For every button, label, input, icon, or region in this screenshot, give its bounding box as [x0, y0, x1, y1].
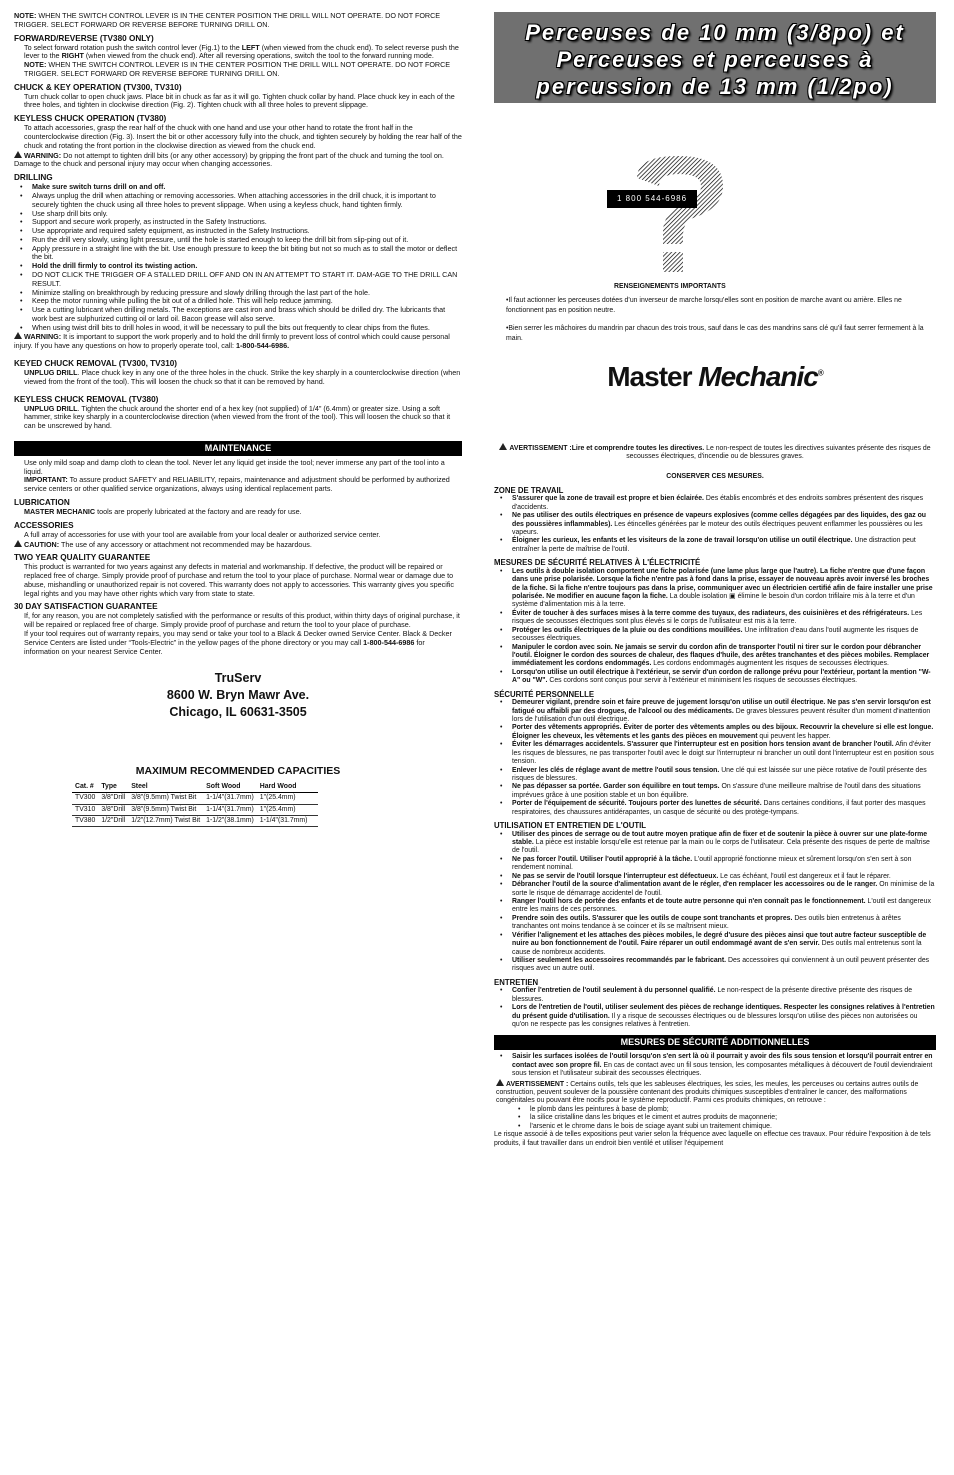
list-item: • Run the drill very slowly, using light pressure, until the hole is started enough to keep the drill bit from slip-ping out of it.	[14, 236, 462, 245]
list-item: • l'arsenic et le chrome dans le bois de sciage ayant subi un traitement chimique.	[512, 1123, 936, 1131]
table-header-row: Cat. # Type Steel Soft Wood Hard Wood	[72, 782, 318, 793]
work-area-list	[494, 495, 936, 554]
list-item: • Ranger l'outil hors de portée des enfants et de toute autre personne qui n'en connaît pas le fonctionnement. L'outil est dangereux entre les mains de ces personnes.	[494, 898, 936, 915]
warning-icon	[14, 332, 22, 339]
additional-safety-bar: MESURES DE SÉCURITÉ ADDITIONNELLES	[494, 1035, 936, 1050]
personal-safety-list	[494, 699, 936, 817]
brand-logo: Master Mechanic®	[607, 361, 823, 393]
list-item: • Vérifier l'alignement et les attaches des pièces mobiles, le degré d'usure des pièces ainsi que tout autre facteur susceptible de nuire au bon fonctionnement de l'outil. Faire réparer un outil endommagé avant de s'en servir. Des outils mal entretenus sont la cause de nombreux accidents.	[494, 932, 936, 957]
title-box	[494, 12, 936, 103]
chuck-key-text: Turn chuck collar to open chuck jaws. Place bit in chuck as far as it will go. Tighten chuck collar by hand. Place chuck key in each of the three holes, and tighten in clockwise direction (Fig. 2). Tighten chuck with all three holes to prevent slippage.	[24, 91, 455, 110]
warning-icon	[14, 151, 22, 158]
two-year-text: This product is warranted for two years against any defects in material and workmanship. If defective, the product will be repaired or replaced free of charge. Simply provide proof of purchase and return the tool to your place of purchase. Normal wear or damage due to abuse, mishandling or unauthorized repair is not covered. This warranty does not apply to accessories. This warranty gives you specific legal rights and you may have other rights which vary from state to state.	[24, 562, 455, 598]
warning-icon	[499, 443, 507, 450]
list-item: • Confier l'entretien de l'outil seulement à du personnel qualifié. Le non-respect de la présente directive présente des risques de blessures.	[494, 987, 936, 1004]
keyless-removal-heading: KEYLESS CHUCK REMOVAL (TV380)	[14, 394, 159, 404]
list-item: • Keep the motor running while pulling the bit out of a drilled hole. This will help reduce jamming.	[14, 297, 462, 306]
list-item: • Éloigner les curieux, les enfants et les visiteurs de la zone de travail lorsqu'on utilise un outil électrique. Une distraction peut entraîner la perte de maîtrise de l'outil.	[494, 537, 936, 554]
list-item: • Saisir les surfaces isolées de l'outil lorsqu'on s'en sert là où il pourrait y avoir des fils sous tension et lorsqu'il pourrait entrer en contact avec son propre fil. En cas de contact avec un fil sous tension, les composantes métalliques à découvert de l'outil deviendraient sous tension et l'utilisateur subirait des secousses électriques.	[494, 1053, 936, 1078]
accessories-heading: ACCESSORIES	[14, 520, 74, 530]
keyless-warning: WARNING: Do not attempt to tighten drill bits (or any other accessory) by gripping the front part of the chuck and turning the tool on. Damage to the chuck and personal injury may occur when changing accessories.	[14, 150, 444, 169]
list-item: • Utiliser des pinces de serrage ou de tout autre moyen pratique afin de fixer et de soutenir la pièce à ouvrer sur une plate-forme stable. La pièce est instable lorsqu'elle est retenue par la main ou le corps de l'utilisateur. Cela présente des risques de perte de maîtrise de l'outil.	[494, 831, 936, 856]
chemical-list	[494, 1106, 936, 1131]
warning-icon	[14, 540, 22, 547]
question-mark-icon	[623, 156, 733, 276]
keyless-chuck-text: To attach accessories, grasp the rear half of the chuck with one hand and use your other hand to rotate the front half in the counterclockwise direction (Fig. 3). Insert the bit or other accessory fully into the chuck, and tighten securely by holding the rear half of the chuck and rotating the front portion in the clockwise direction as viewed from the chuck end.	[24, 123, 462, 150]
table-row: TV310 3/8"Drill 3/8"(9.5mm) Twist Bit 1-1/4"(31.7mm) 1"(25.4mm)	[72, 804, 318, 815]
tool-use-heading: UTILISATION ET ENTRETIEN DE L'OUTIL	[494, 821, 647, 831]
drilling-list	[14, 183, 462, 332]
company-address: TruServ 8600 W. Bryn Mawr Ave. Chicago, IL 60631-3505	[166, 671, 310, 720]
list-item: • Always unplug the drill when attaching or removing accessories. When attaching accessories in the drill chuck, it is important to securely tighten the chuck using all three holes to prevent slippage. When using a keyless chuck, hand tighten firmly.	[14, 192, 462, 210]
table-row: TV380 1/2"Drill 1/2"(12.7mm) Twist Bit 1-1/2"(38.1mm) 1-1/4"(31.7mm)	[72, 816, 318, 827]
list-item: • Support and secure work properly, as instructed in the Safety Instructions.	[14, 218, 462, 227]
list-item: • Éviter de toucher à des surfaces mises à la terre comme des tuyaux, des radiateurs, des cuisinières et des réfrigérateurs. Les risques de secousses électriques sont plus élevés si le corps de l'utilisateur est mis à la terre.	[494, 610, 936, 627]
help-question-mark	[617, 156, 733, 276]
list-item: • Ne pas se servir de l'outil lorsque l'interrupteur est défectueux. Le cas échéant, l'outil est dangereux et il faut le réparer.	[494, 873, 936, 881]
keep-instructions: CONSERVER CES MESURES.	[666, 473, 764, 481]
list-item: • DO NOT CLICK THE TRIGGER OF A STALLED DRILL OFF AND ON IN AN ATTEMPT TO START IT. DAM-AGE TO THE DRILL CAN RESULT.	[14, 271, 462, 289]
list-item: • Ne pas forcer l'outil. Utiliser l'outil approprié à la tâche. L'outil approprié fonctionne mieux et sûrement lorsqu'on s'en sert à son rendement nominal.	[494, 856, 936, 873]
list-item: • la silice cristalline dans les briques et le ciment et autres produits de maçonnerie;	[512, 1114, 936, 1122]
list-item: • Protéger les outils électriques de la pluie ou des conditions mouillées. Une infiltration d'eau dans l'outil augmente les risques de secousses électriques.	[494, 627, 936, 644]
list-item: • Use a cutting lubricant when drilling metals. The exceptions are cast iron and brass which should be drilled dry. The lubricants that work best are sulphurized cutting oil or lard oil. Bacon grease will also serve.	[14, 306, 462, 324]
list-item: • Prendre soin des outils. S'assurer que les outils de coupe sont tranchants et propres. Des outils bien entretenus à arêtes tranchantes ont moins tendance à se coincer et ils se maîtrisent mieux.	[494, 915, 936, 932]
accessories-caution: CAUTION: The use of any accessory or attachment not recommended may be hazardous.	[14, 540, 462, 550]
list-item: • le plomb dans les peintures à base de plomb;	[512, 1106, 936, 1114]
list-item: • Ne pas utiliser des outils électriques en présence de vapeurs explosives (comme celles dégagées par des liquides, des gaz ou des poussières inflammables). Les étincelles générées par le moteur des outils électriques peuvent enflammer les poussières ou les vapeurs.	[494, 512, 936, 537]
maintenance-bar: MAINTENANCE	[14, 441, 462, 456]
important-info-1: •Il faut actionner les perceuses dotées d’un inverseur de marche lorsqu’elles sont en position de marche avant ou arrière. Elles ne fonctionnent pas en position neutre.	[506, 297, 902, 315]
important-info-heading: RENSEIGNEMENTS IMPORTANTS	[614, 283, 726, 290]
lubrication-text: MASTER MECHANIC tools are properly lubricated at the factory and are ready for use.	[24, 507, 302, 516]
important-info-2: •Bien serrer les mâchoires du mandrin par chacun des trois trous, sauf dans le cas des mandrins sans clé qu’il faut serrer fermement à la main.	[506, 325, 924, 343]
list-item: • When using twist drill bits to drill holes in wood, it will be necessary to pull the bits out frequently to clear chips from the flutes.	[14, 324, 462, 333]
electrical-list	[494, 568, 936, 686]
list-item: • Use sharp drill bits only.	[14, 210, 462, 219]
lubrication-heading: LUBRICATION	[14, 498, 70, 507]
satisfaction-heading: 30 DAY SATISFACTION GUARANTEE	[14, 602, 158, 612]
exposure-text: Le risque associé à de telles expositions peut varier selon la fréquence avec laquelle on effectue ces travaux. Pour réduire l'exposition à de tels produits, il faut travailler dans un endroit bien ventilé et utiliser l'équipement	[494, 1131, 931, 1147]
maintenance-important: IMPORTANT: To assure product SAFETY and RELIABILITY, repairs, maintenance and adjustment should be performed by authorized service centers or other qualified service organizations, always using identical replacement parts.	[24, 475, 450, 494]
maintenance-text: Use only mild soap and damp cloth to clean the tool. Never let any liquid get inside the tool; never immerse any part of the tool into a liquid.	[24, 457, 445, 476]
warning-icon	[496, 1079, 504, 1086]
capacities-heading: MAXIMUM RECOMMENDED CAPACITIES	[135, 765, 341, 777]
keyless-removal-text: UNPLUG DRILL. Tighten the chuck around the shorter end of a hex key (not supplied) of 1/4" (6.4mm) or greater size. Using a soft hammer, strike key sharply in a counterclockwise direction (when viewed from the front of the tool). This will loosen the chuck so that it can be unscrewed by hand.	[24, 403, 451, 431]
list-item: • Lorsqu'on utilise un outil électrique à l'extérieur, se servir d'un cordon de rallonge prévu pour l'extérieur, portant la mention "W-A" ou "W". Ces cordons sont conçus pour servir à l'extérieur et minimisent les risques de secousses électriques.	[494, 669, 936, 686]
forward-reverse-heading: FORWARD/REVERSE (TV380 ONLY)	[14, 33, 154, 43]
french-column	[494, 12, 936, 1148]
list-item: • Ne pas dépasser sa portée. Garder son équilibre en tout temps. On s'assure d'une meilleure maîtrise de l'outil dans des situations imprévues grâce à une position stable et un bon équilibre.	[494, 783, 936, 800]
note-2: NOTE: WHEN THE SWITCH CONTROL LEVER IS IN THE CENTER POSITION THE DRILL WILL NOT OPERATE. DO NOT FORCE TRIGGER. SELECT FORWARD OR REVERSE BEFORE TURNING DRILL ON.	[24, 60, 451, 78]
chuck-key-heading: CHUCK & KEY OPERATION (TV300, TV310)	[14, 82, 182, 92]
list-item: • Lors de l'entretien de l'outil, utiliser seulement des pièces de rechange identiques. Respecter les consignes relatives à l'entretien du présent guide d'utilisation. Il y a risque de secousses électriques ou de blessures lorsqu'on utilise des pièces non autorisées ou qu'on ne respecte pas les consignes relatives à l'entretien.	[494, 1004, 936, 1029]
list-item: • Manipuler le cordon avec soin. Ne jamais se servir du cordon afin de transporter l'outil ni tirer sur le cordon pour débrancher l'outil. Éloigner le cordon des sources de chaleur, des flaques d'huile, des arêtes tranchantes et des pièces mobiles. Remplacer immédiatement les cordons endommagés. Les cordons endommagés augmentent les risques de secousses électriques.	[494, 644, 936, 669]
list-item: • Enlever les clés de réglage avant de mettre l'outil sous tension. Une clé qui est laissée sur une pièce rotative de l'outil présente des risques de blessures.	[494, 767, 936, 784]
note-1: NOTE: WHEN THE SWITCH CONTROL LEVER IS IN THE CENTER POSITION THE DRILL WILL NOT OPERATE. DO NOT FORCE TRIGGER. SELECT FORWARD OR REVERSE BEFORE TURNING DRILL ON.	[14, 11, 441, 29]
list-item: • Make sure switch turns drill on and off.	[14, 183, 462, 192]
maintenance-fr-list	[494, 987, 936, 1029]
keyless-chuck-heading: KEYLESS CHUCK OPERATION (TV380)	[14, 114, 167, 124]
keyed-removal-text: UNPLUG DRILL. Place chuck key in any one of the three holes in the chuck. Strike the key sharply in a counterclockwise direction (when viewed from the front of the tool). This will loosen the chuck so that it can be removed by hand.	[24, 368, 461, 386]
page-title: Perceuses de 10 mm (3/8po) et Perceuses et perceuses à percussion de 13 mm (1/2po)	[525, 20, 905, 100]
additional-safety-list	[494, 1053, 936, 1078]
satisfaction-text-2: If your tool requires out of warranty repairs, you may send or take your tool to a Black & Decker owned Service Center. Black & Decker Service Centers are listed under “Tools-Electric” in the yellow pages of the phone directory or you may call 1-800-544-6986 for information on your nearest Service Center.	[24, 629, 452, 656]
satisfaction-text: If, for any reason, you are not completely satisfied with the performance or results of this product, within thirty days of original purchase, it will be repaired or replaced free of charge. Simply provide proof of purchase and return the tool to your place of purchase.	[24, 611, 460, 630]
general-warning: AVERTISSEMENT :Lire et comprendre toutes les directives. Le non-respect de toutes les directives suivantes présente des risques de secousses électriques, d'incendie ou de blessures graves.	[494, 443, 936, 462]
keyed-removal-heading: KEYED CHUCK REMOVAL (TV300, TV310)	[14, 359, 178, 368]
list-item: • Utiliser seulement les accessoires recommandés par le fabricant. Des accessoires qui conviennent à un outil peuvent présenter des risques avec un autre outil.	[494, 957, 936, 974]
list-item: • Apply pressure in a straight line with the bit. Use enough pressure to keep the bit biting but not so much as to stall the motor or deflect the bit.	[14, 245, 462, 263]
list-item: • Débrancher l'outil de la source d'alimentation avant de le régler, d'en remplacer les accessoires ou de le ranger. On minimise de la sorte le risque de démarrage accidentel de l'outil.	[494, 881, 936, 898]
list-item: • Minimize stalling on breakthrough by reducing pressure and slowly drilling through the last part of the hole.	[14, 289, 462, 298]
maintenance-fr-heading: ENTRETIEN	[494, 977, 539, 987]
list-item: • Hold the drill firmly to control its twisting action.	[14, 262, 462, 271]
tool-use-list	[494, 831, 936, 974]
additional-warning: AVERTISSEMENT : Certains outils, tels que les sableuses électriques, les scies, les meules, les perceuses ou certains autres outils de construction, peuvent soulever de la poussière contenant des produits chimiques susceptibles d'entraîner le cancer, des malformations congénitales ou pouvant être nocifs pour le système reproductif. Parmi ces produits chimiques, on retrouve :	[496, 1080, 919, 1105]
capacities-table	[72, 782, 318, 828]
drilling-warning: WARNING: It is important to support the work properly and to hold the drill firmly to prevent loss of control which could cause personal injury. If you have any questions on how to properly operate tool, call: 1-800-544-6986.	[14, 332, 450, 351]
english-column	[14, 12, 462, 827]
list-item: • Porter des vêtements appropriés. Éviter de porter des vêtements amples ou des bijoux. Recouvrir la chevelure si elle est longue. Éloigner les cheveux, les vêtements et les gants des pièces en mouvement qui peuvent les happer.	[494, 724, 936, 741]
work-area-heading: ZONE DE TRAVAIL	[494, 485, 564, 495]
help-phone: 1 800 544-6986	[607, 190, 697, 208]
list-item: • Use appropriate and required safety equipment, as instructed in the Safety Instructions.	[14, 227, 462, 236]
personal-safety-heading: SÉCURITÉ PERSONNELLE	[494, 689, 595, 699]
accessories-text: A full array of accessories for use with your tool are available from your local dealer or authorized service center.	[24, 529, 381, 539]
two-year-heading: TWO YEAR QUALITY GUARANTEE	[14, 553, 151, 563]
electrical-heading: MESURES DE SÉCURITÉ RELATIVES À L'ÉLECTRICITÉ	[494, 558, 701, 568]
forward-reverse-text: To select forward rotation push the switch control lever (Fig.1) to the LEFT (when viewed from the chuck end). To select reverse push the lever to the RIGHT (when viewed from the chuck end). After all reversing operations, switch the tool to the forward running mode.	[24, 42, 459, 61]
list-item: • Demeurer vigilant, prendre soin et faire preuve de jugement lorsqu'on utilise un outil électrique. Ne pas s'en servir lorsqu'on est fatigué ou affaibli par des drogues, de l'alcool ou des médicaments. De graves blessures peuvent résulter d'un moment d'inattention lors de l'utilisation d'un outil électrique.	[494, 699, 936, 724]
list-item: • Les outils à double isolation comportent une fiche polarisée (une lame plus large que l'autre). La fiche n'entre que d'une façon dans une prise polarisée. Lorsque la fiche n'entre pas à fond dans la prise, essayer de nouveau après avoir inversé les broches de la fiche. Si la fiche n'entre toujours pas dans la prise, communiquer avec un électricien certifié afin de faire installer une prise polarisée. Ne modifier en aucune façon la fiche. La double isolation ▣ élimine le besoin d'un cordon trifilaire mis à la terre et d'un système d'alimentation mis à la terre.	[494, 568, 936, 610]
list-item: • Porter de l'équipement de sécurité. Toujours porter des lunettes de sécurité. Dans certaines conditions, il faut porter des masques respiratoires, des chaussures antidérapantes, un casque de sécurité ou des protège-tympans.	[494, 800, 936, 817]
drilling-heading: DRILLING	[14, 173, 53, 183]
table-row: TV300 3/8"Drill 3/8"(9.5mm) Twist Bit 1-1/4"(31.7mm) 1"(25.4mm)	[72, 793, 318, 804]
list-item: • Éviter les démarrages accidentels. S'assurer que l'interrupteur est en position hors tension avant de brancher l'outil. Afin d'éviter les risques de blessures, ne pas transporter l'outil avec le doigt sur l'interrupteur ni brancher un outil dont l'interrupteur est en position sous tension.	[494, 741, 936, 766]
list-item: • S'assurer que la zone de travail est propre et bien éclairée. Des établis encombrés et des endroits sombres présentent des risques d'accidents.	[494, 495, 936, 512]
